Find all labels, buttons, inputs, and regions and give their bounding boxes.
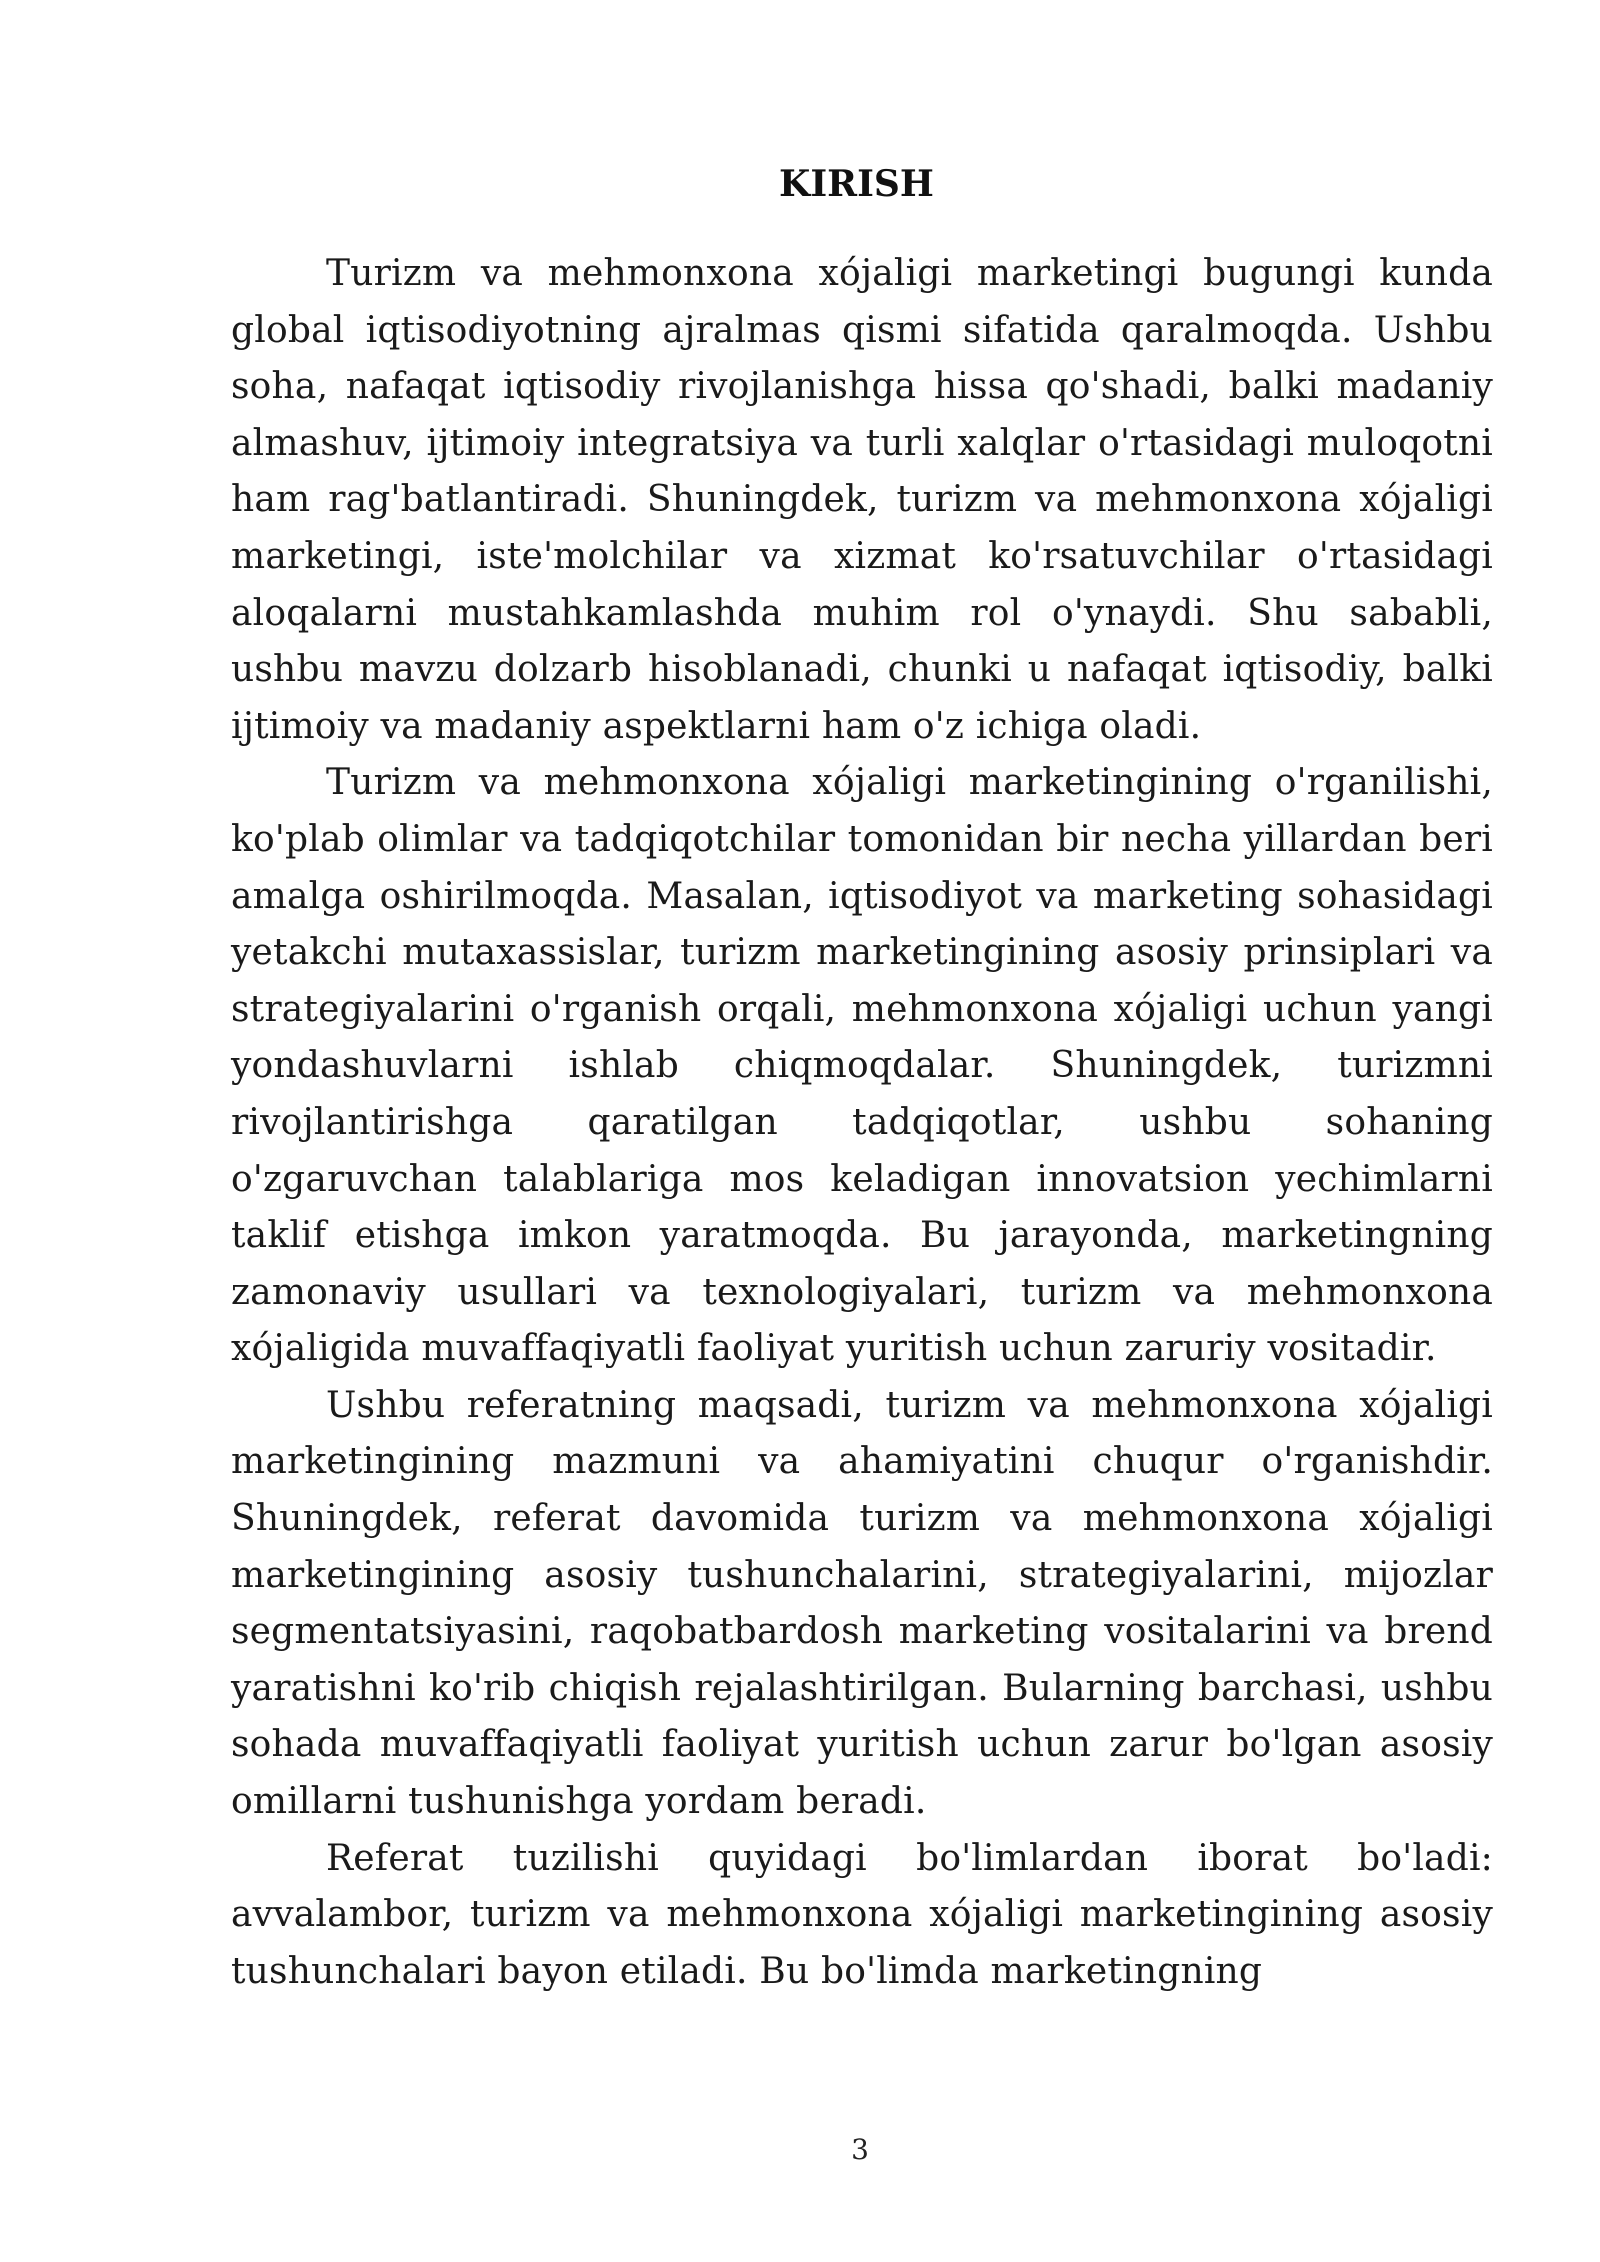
page-title: KIRISH bbox=[779, 163, 934, 205]
paragraph-objective: Ushbu referatning maqsadi, turizm va mehmonxona xójaligi marketingining mazmuni va ahamiyatini chuqur o'rganishdir. Shuningdek, referat davomida turizm va mehmonxona xójaligi marketingining asosiy tushunchalarini, strategiyalarini, mijozlar segmentatsiyasini, raqobatbardosh marketing vositalarini va brend yaratishni ko'rib chiqish rejalashtirilgan. Bularning barchasi, ushbu sohada muvaffaqiyatli faoliyat yuritish uchun zarur bo'lgan asosiy omillarni tushunishga yordam beradi. bbox=[231, 1384, 1493, 1823]
paragraph-structure: Referat tuzilishi quyidagi bo'limlardan iborat bo'ladi: avvalambor, turizm va mehmonxona xójaligi marketingining asosiy tushunchalari bayon etiladi. Bu bo'limda marketingning bbox=[231, 1837, 1493, 1992]
paragraph-research-background: Turizm va mehmonxona xójaligi marketingining o'rganilishi, ko'plab olimlar va tadqiqotchilar tomonidan bir necha yillardan beri amalga oshirilmoqda. Masalan, iqtisodiyot va marketing sohasidagi yetakchi mutaxassislar, turizm marketingining asosiy prinsiplari va strategiyalarini o'rganish orqali, mehmonxona xójaligi uchun yangi yondashuvlarni ishlab chiqmoqdalar. Shuningdek, turizmni rivojlantirishga qaratilgan tadqiqotlar, ushbu sohaning o'zgaruvchan talablariga mos keladigan innovatsion yechimlarni taklif etishga imkon yaratmoqda. Bu jarayonda, marketingning zamonaviy usullari va texnologiyalari, turizm va mehmonxona xójaligida muvaffaqiyatli faoliyat yuritish uchun zaruriy vositadir. bbox=[231, 762, 1493, 1370]
page-number: 3 bbox=[851, 2133, 869, 2166]
document-body bbox=[231, 246, 1493, 2000]
paragraph-introduction: Turizm va mehmonxona xójaligi marketingi bugungi kunda global iqtisodiyotning ajralmas qismi sifatida qaralmoqda. Ushbu soha, nafaqat iqtisodiy rivojlanishga hissa qo'shadi, balki madaniy almashuv, ijtimoiy integratsiya va turli xalqlar o'rtasidagi muloqotni ham rag'batlantiradi. Shuningdek, turizm va mehmonxona xójaligi marketingi, iste'molchilar va xizmat ko'rsatuvchilar o'rtasidagi aloqalarni mustahkamlashda muhim rol o'ynaydi. Shu sababli, ushbu mavzu dolzarb hisoblanadi, chunki u nafaqat iqtisodiy, balki ijtimoiy va madaniy aspektlarni ham o'z ichiga oladi. bbox=[231, 253, 1493, 747]
